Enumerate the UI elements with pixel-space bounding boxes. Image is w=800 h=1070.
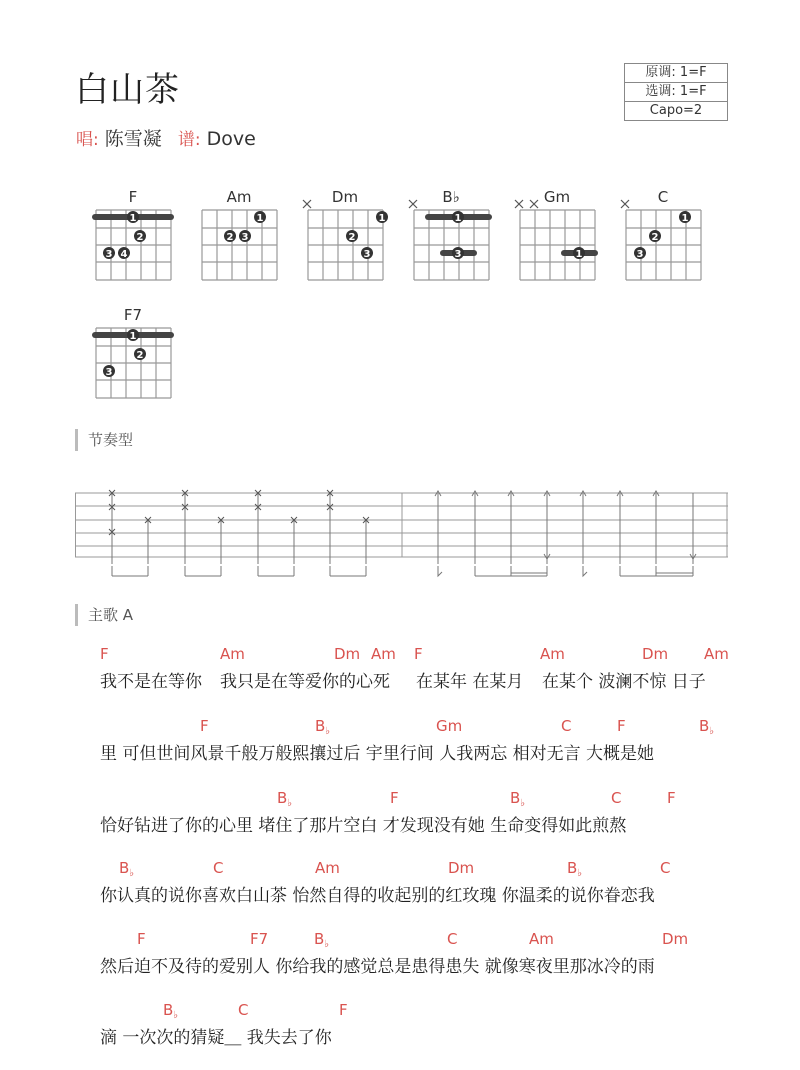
svg-text:1: 1 <box>256 213 264 224</box>
svg-text:1: 1 <box>378 213 386 224</box>
original-key: 原调: 1=F <box>625 64 727 83</box>
chord-name: Gm <box>543 188 571 206</box>
lyric-text: 在某个 波澜不惊 日子 <box>542 672 706 692</box>
chord-label[interactable]: Am <box>371 645 396 663</box>
chord-diagram-bb <box>406 188 496 298</box>
chord-label[interactable]: Dm <box>334 645 361 663</box>
singer-label: 唱: <box>76 130 99 150</box>
lyric-line-6 <box>0 1001 800 1049</box>
song-title: 白山茶 <box>75 70 180 110</box>
tabber-label: 谱: <box>177 130 201 150</box>
svg-text:3: 3 <box>363 249 371 260</box>
svg-text:1: 1 <box>129 331 137 342</box>
chord-label[interactable]: C <box>660 859 671 877</box>
svg-text:2: 2 <box>136 232 144 243</box>
chord-label[interactable]: F <box>667 789 676 807</box>
chord-label[interactable]: $B_♭$ <box>119 859 135 879</box>
lyric-text: 恰好钻进了你的心里 堵住了那片空白 才发现没有她 生命变得如此煎熬 <box>100 816 627 836</box>
singer-name[interactable]: 陈雪凝 <box>104 128 162 150</box>
lyric-line-5 <box>0 930 800 978</box>
song-meta <box>76 124 266 151</box>
svg-text:3: 3 <box>105 367 113 378</box>
fretboard <box>300 188 390 288</box>
lyric-text: 我只是在等爱你的心死 <box>220 672 390 692</box>
rhythm-pattern-staff <box>75 482 730 582</box>
fretboard <box>194 188 284 288</box>
svg-text:3: 3 <box>105 249 113 260</box>
chord-label[interactable]: F7 <box>250 930 269 948</box>
lyric-line-1 <box>0 645 800 693</box>
capo-info: Capo=2 <box>649 103 703 118</box>
chord-root: B <box>277 789 288 807</box>
chord-label[interactable]: Am <box>315 859 340 877</box>
section-verse-heading: 主歌 A <box>75 604 133 626</box>
svg-text:2: 2 <box>136 350 144 361</box>
chord-label[interactable]: F <box>339 1001 348 1019</box>
chord-label[interactable]: F <box>200 717 209 735</box>
chord-diagram-am <box>194 188 284 298</box>
svg-text:3: 3 <box>636 249 644 260</box>
chord-diagram-c <box>618 188 708 298</box>
chord-label[interactable]: F <box>100 645 109 663</box>
chord-diagram-gm <box>512 188 602 298</box>
chord-label[interactable]: F <box>137 930 146 948</box>
chord-root: B <box>163 1001 174 1019</box>
chord-label[interactable]: Dm <box>662 930 689 948</box>
chord-label[interactable]: Am <box>529 930 554 948</box>
chord-name: F7 <box>123 306 143 324</box>
chord-label[interactable]: $B_♭$ <box>699 717 715 737</box>
chord-root: B <box>315 717 326 735</box>
chord-label[interactable]: $B_♭$ <box>315 717 331 737</box>
lyric-text: 在某年 在某月 <box>416 672 524 692</box>
fretboard <box>88 188 178 288</box>
svg-text:2: 2 <box>651 232 659 243</box>
chord-label[interactable]: C <box>561 717 572 735</box>
chord-label[interactable]: $B_♭$ <box>163 1001 179 1021</box>
chord-label[interactable]: Dm <box>642 645 669 663</box>
chord-label[interactable]: F <box>617 717 626 735</box>
tabber-name[interactable]: Dove <box>206 128 256 150</box>
chord-diagram-dm <box>300 188 390 298</box>
svg-text:1: 1 <box>575 249 583 260</box>
svg-text:2: 2 <box>226 232 234 243</box>
selected-key: 选调: 1=F <box>625 83 727 102</box>
svg-text:1: 1 <box>681 213 689 224</box>
chord-label[interactable]: $B_♭$ <box>567 859 583 879</box>
chord-name: Dm <box>331 188 359 206</box>
chord-label[interactable]: Am <box>220 645 245 663</box>
lyric-text: 里 可但世间风景千般万般熙攘过后 宇里行间 人我两忘 相对无言 大概是她 <box>100 744 655 764</box>
svg-text:3: 3 <box>241 232 249 243</box>
chord-diagram-f7 <box>88 306 178 416</box>
lyric-text: 滴 一次次的猜疑＿ 我失去了你 <box>100 1028 332 1048</box>
chord-label[interactable]: C <box>238 1001 249 1019</box>
chord-name: F <box>128 188 138 206</box>
svg-text:3: 3 <box>454 249 462 260</box>
chord-label[interactable]: $B_♭$ <box>314 930 330 950</box>
chord-root: B <box>699 717 710 735</box>
chord-root: B <box>510 789 521 807</box>
fretboard <box>618 188 708 288</box>
chord-label[interactable]: Am <box>540 645 565 663</box>
key-info-box <box>624 63 728 121</box>
chord-label[interactable]: C <box>213 859 224 877</box>
section-rhythm-heading: 节奏型 <box>75 429 133 451</box>
chord-label[interactable]: C <box>611 789 622 807</box>
lyric-line-2 <box>0 717 800 765</box>
chord-root: B <box>567 859 578 877</box>
chord-diagram-f <box>88 188 178 298</box>
chord-label[interactable]: F <box>414 645 423 663</box>
chord-label[interactable]: F <box>390 789 399 807</box>
chord-label[interactable]: C <box>447 930 458 948</box>
lyric-line-3 <box>0 789 800 837</box>
chord-root: B <box>314 930 325 948</box>
chord-label[interactable]: Gm <box>436 717 463 735</box>
chord-name: Am <box>226 188 252 206</box>
fretboard <box>406 188 496 288</box>
chord-label[interactable]: Am <box>704 645 729 663</box>
chord-name: C <box>657 188 669 206</box>
chord-label[interactable]: $B_♭$ <box>510 789 526 809</box>
svg-text:1: 1 <box>129 213 137 224</box>
svg-text:1: 1 <box>454 213 462 224</box>
fretboard <box>88 306 178 406</box>
svg-text:4: 4 <box>120 249 128 260</box>
lyric-text: 你认真的说你喜欢白山茶 怡然自得的收起别的红玫瑰 你温柔的说你眷恋我 <box>100 886 655 906</box>
lyric-text: 我不是在等你 <box>100 672 202 692</box>
chord-label[interactable]: Dm <box>448 859 475 877</box>
chord-root: B <box>119 859 130 877</box>
lyric-text: 然后迫不及待的爱别人 你给我的感觉总是患得患失 就像寒夜里那冰冷的雨 <box>100 957 655 977</box>
svg-text:2: 2 <box>348 232 356 243</box>
lyric-line-4 <box>0 859 800 907</box>
chord-name: B♭ <box>442 188 460 206</box>
chord-label[interactable]: $B_♭$ <box>277 789 293 809</box>
fretboard <box>512 188 602 288</box>
